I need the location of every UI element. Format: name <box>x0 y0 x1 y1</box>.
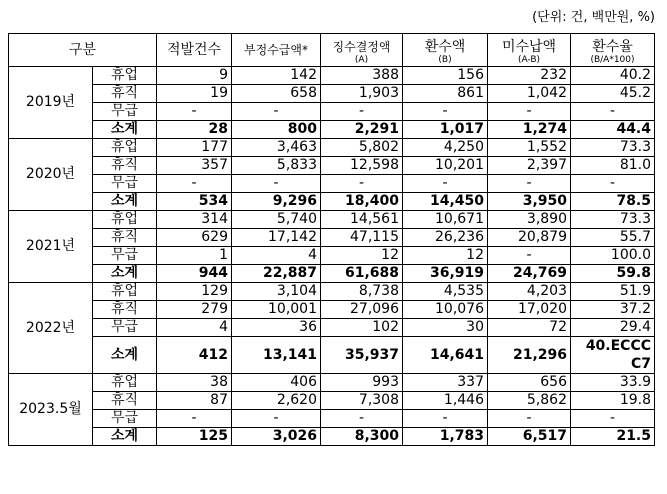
table-row <box>9 283 655 301</box>
cell-decided: 5,802 <box>321 139 403 157</box>
cell-count: 4 <box>157 319 232 337</box>
cell-decided: - <box>321 175 403 193</box>
cell-decided: 18,400 <box>321 193 403 211</box>
fraud-statistics-table <box>8 33 655 446</box>
cell-unpaid: 24,769 <box>488 265 571 283</box>
cell-decided: 35,937 <box>321 337 403 374</box>
cell-rate: 59.8 <box>571 265 655 283</box>
header-unpaid-sub: (A-B) <box>517 55 541 65</box>
cell-fraud: 3,104 <box>232 283 321 301</box>
header-recovered-sub: (B) <box>438 55 452 65</box>
table-row <box>9 229 655 247</box>
cell-rate: - <box>571 175 655 193</box>
cell-rate: 44.4 <box>571 121 655 139</box>
table-row <box>9 85 655 103</box>
cell-unpaid: - <box>488 103 571 121</box>
year-cell: 2019년 <box>9 67 93 139</box>
cell-fraud: 4 <box>232 247 321 265</box>
cell-decided: 14,561 <box>321 211 403 229</box>
table-row <box>9 374 655 392</box>
table-row <box>9 392 655 410</box>
cell-decided: 47,115 <box>321 229 403 247</box>
cell-unpaid: 3,890 <box>488 211 571 229</box>
cell-recovered: 14,450 <box>403 193 488 211</box>
category-cell: 무급 <box>93 103 157 121</box>
cell-unpaid: 17,020 <box>488 301 571 319</box>
cell-recovered: 36,919 <box>403 265 488 283</box>
cell-count: 314 <box>157 211 232 229</box>
cell-rate: 73.3 <box>571 139 655 157</box>
cell-decided: 1,903 <box>321 85 403 103</box>
table-row <box>9 211 655 229</box>
header-count: 적발건수 <box>157 34 232 67</box>
cell-count: 28 <box>157 121 232 139</box>
category-cell: 소계 <box>93 193 157 211</box>
cell-unpaid: 21,296 <box>488 337 571 374</box>
cell-unpaid: - <box>488 175 571 193</box>
category-cell: 휴업 <box>93 139 157 157</box>
category-cell: 휴업 <box>93 67 157 85</box>
category-cell: 휴직 <box>93 157 157 175</box>
cell-recovered: 4,535 <box>403 283 488 301</box>
category-cell: 무급 <box>93 175 157 193</box>
cell-unpaid: 3,950 <box>488 193 571 211</box>
year-cell: 2022년 <box>9 283 93 374</box>
cell-count: 1 <box>157 247 232 265</box>
cell-unpaid: 72 <box>488 319 571 337</box>
cell-recovered: 861 <box>403 85 488 103</box>
cell-fraud: - <box>232 103 321 121</box>
cell-unpaid: 4,203 <box>488 283 571 301</box>
year-cell: 2021년 <box>9 211 93 283</box>
cell-decided: 61,688 <box>321 265 403 283</box>
cell-fraud: 9,296 <box>232 193 321 211</box>
cell-decided: - <box>321 410 403 428</box>
table-row <box>9 247 655 265</box>
cell-rate: 100.0 <box>571 247 655 265</box>
cell-rate: 45.2 <box>571 85 655 103</box>
cell-count: - <box>157 175 232 193</box>
category-cell: 소계 <box>93 265 157 283</box>
cell-rate: 40.ECCC C7 <box>571 337 655 374</box>
table-row <box>9 301 655 319</box>
cell-count: 38 <box>157 374 232 392</box>
cell-recovered: 10,201 <box>403 157 488 175</box>
cell-fraud: - <box>232 410 321 428</box>
cell-recovered: 30 <box>403 319 488 337</box>
cell-recovered: 1,446 <box>403 392 488 410</box>
cell-decided: 27,096 <box>321 301 403 319</box>
cell-unpaid: - <box>488 410 571 428</box>
cell-count: 87 <box>157 392 232 410</box>
cell-fraud: 22,887 <box>232 265 321 283</box>
cell-unpaid: 5,862 <box>488 392 571 410</box>
category-cell: 무급 <box>93 247 157 265</box>
cell-count: - <box>157 410 232 428</box>
cell-recovered: 337 <box>403 374 488 392</box>
category-cell: 무급 <box>93 410 157 428</box>
header-rate-sub: (B/A*100) <box>590 55 635 65</box>
cell-fraud: 658 <box>232 85 321 103</box>
cell-recovered: 14,641 <box>403 337 488 374</box>
cell-decided: - <box>321 103 403 121</box>
cell-rate: 29.4 <box>571 319 655 337</box>
header-rate-label: 환수율 <box>592 39 633 55</box>
cell-recovered: 12 <box>403 247 488 265</box>
cell-count: 9 <box>157 67 232 85</box>
header-collect-decided <box>321 34 403 67</box>
cell-rate: 37.2 <box>571 301 655 319</box>
cell-count: 412 <box>157 337 232 374</box>
cell-rate: - <box>571 410 655 428</box>
cell-recovered: 156 <box>403 67 488 85</box>
cell-fraud: 800 <box>232 121 321 139</box>
year-cell: 2023.5월 <box>9 374 93 446</box>
cell-rate: 21.5 <box>571 428 655 446</box>
table-row <box>9 175 655 193</box>
cell-count: 534 <box>157 193 232 211</box>
cell-count: - <box>157 103 232 121</box>
cell-fraud: 2,620 <box>232 392 321 410</box>
cell-count: 357 <box>157 157 232 175</box>
cell-unpaid: 1,274 <box>488 121 571 139</box>
cell-fraud: 17,142 <box>232 229 321 247</box>
cell-decided: 102 <box>321 319 403 337</box>
cell-count: 129 <box>157 283 232 301</box>
category-cell: 휴직 <box>93 392 157 410</box>
cell-fraud: 142 <box>232 67 321 85</box>
table-body <box>9 67 655 446</box>
table-row <box>9 319 655 337</box>
cell-recovered: - <box>403 103 488 121</box>
header-collect-decided-label: 징수결정액 <box>332 40 391 54</box>
table-row <box>9 428 655 446</box>
cell-recovered: - <box>403 410 488 428</box>
table-row <box>9 121 655 139</box>
cell-rate: 73.3 <box>571 211 655 229</box>
category-cell: 소계 <box>93 121 157 139</box>
table-row <box>9 337 655 374</box>
cell-fraud: 10,001 <box>232 301 321 319</box>
cell-count: 944 <box>157 265 232 283</box>
category-cell: 소계 <box>93 428 157 446</box>
cell-decided: 12,598 <box>321 157 403 175</box>
cell-count: 19 <box>157 85 232 103</box>
cell-count: 629 <box>157 229 232 247</box>
cell-recovered: 1,783 <box>403 428 488 446</box>
cell-recovered: 4,250 <box>403 139 488 157</box>
cell-unpaid: - <box>488 247 571 265</box>
category-cell: 휴업 <box>93 283 157 301</box>
category-cell: 휴업 <box>93 374 157 392</box>
cell-recovered: 26,236 <box>403 229 488 247</box>
category-cell: 무급 <box>93 319 157 337</box>
cell-count: 125 <box>157 428 232 446</box>
cell-fraud: 3,026 <box>232 428 321 446</box>
header-fraud: 부정수급액* <box>232 34 321 67</box>
header-unpaid <box>488 34 571 67</box>
cell-unpaid: 656 <box>488 374 571 392</box>
header-rate <box>571 34 655 67</box>
header-row <box>9 34 655 67</box>
cell-fraud: 406 <box>232 374 321 392</box>
cell-unpaid: 20,879 <box>488 229 571 247</box>
cell-fraud: 3,463 <box>232 139 321 157</box>
cell-decided: 8,738 <box>321 283 403 301</box>
cell-unpaid: 232 <box>488 67 571 85</box>
cell-recovered: - <box>403 175 488 193</box>
category-cell: 휴직 <box>93 301 157 319</box>
table-row <box>9 193 655 211</box>
category-cell: 소계 <box>93 337 157 374</box>
table-row <box>9 410 655 428</box>
cell-decided: 8,300 <box>321 428 403 446</box>
cell-decided: 12 <box>321 247 403 265</box>
cell-fraud: 13,141 <box>232 337 321 374</box>
category-cell: 휴직 <box>93 229 157 247</box>
cell-fraud: 36 <box>232 319 321 337</box>
cell-recovered: 1,017 <box>403 121 488 139</box>
cell-recovered: 10,671 <box>403 211 488 229</box>
table-row <box>9 265 655 283</box>
cell-rate: 51.9 <box>571 283 655 301</box>
cell-rate: 40.2 <box>571 67 655 85</box>
cell-decided: 7,308 <box>321 392 403 410</box>
category-cell: 휴직 <box>93 85 157 103</box>
cell-rate: 19.8 <box>571 392 655 410</box>
header-recovered-label: 환수액 <box>424 39 466 55</box>
cell-rate: - <box>571 103 655 121</box>
cell-unpaid: 1,552 <box>488 139 571 157</box>
header-collect-decided-sub: (A) <box>354 55 369 65</box>
cell-rate: 33.9 <box>571 374 655 392</box>
cell-fraud: 5,740 <box>232 211 321 229</box>
cell-unpaid: 6,517 <box>488 428 571 446</box>
table-row <box>9 103 655 121</box>
year-cell: 2020년 <box>9 139 93 211</box>
header-recovered <box>403 34 488 67</box>
table-row <box>9 157 655 175</box>
table-row <box>9 67 655 85</box>
unit-note: (단위: 건, 백만원, %) <box>532 10 655 25</box>
cell-rate: 55.7 <box>571 229 655 247</box>
cell-recovered: 10,076 <box>403 301 488 319</box>
cell-fraud: 5,833 <box>232 157 321 175</box>
cell-unpaid: 1,042 <box>488 85 571 103</box>
cell-decided: 993 <box>321 374 403 392</box>
cell-fraud: - <box>232 175 321 193</box>
cell-decided: 2,291 <box>321 121 403 139</box>
cell-count: 177 <box>157 139 232 157</box>
category-cell: 휴업 <box>93 211 157 229</box>
cell-decided: 388 <box>321 67 403 85</box>
cell-rate: 81.0 <box>571 157 655 175</box>
cell-count: 279 <box>157 301 232 319</box>
header-group: 구분 <box>9 34 157 67</box>
cell-unpaid: 2,397 <box>488 157 571 175</box>
table-row <box>9 139 655 157</box>
header-unpaid-label: 미수납액 <box>501 39 557 55</box>
cell-rate: 78.5 <box>571 193 655 211</box>
